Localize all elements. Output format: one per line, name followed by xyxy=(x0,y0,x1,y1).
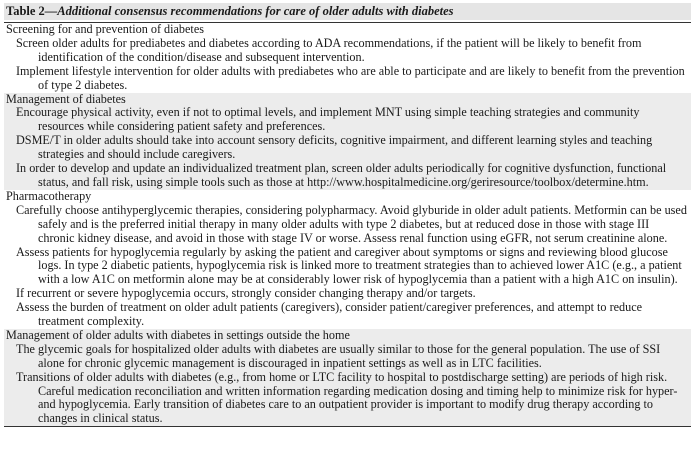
recommendation-item: Assess patients for hypoglycemia regularly by asking the patient and caregiver about symptoms or signs and reviewing blood glucose logs. In type 2 diabetic patients, hypoglycemia risk is linked more to treatment strategies than to achieved lower A1C (e.g., a patient with a low A1C on metformin alone may be at considerably lower risk of hypoglycemia than a patient with a high A1C on insulin). xyxy=(16,244,682,287)
recommendation-item: Transitions of older adults with diabetes (e.g., from home or LTC facility to hospital to postdischarge setting) are periods of high risk. Careful medication reconciliation and written information regarding medication dosing and timing help to minimize risk for hyper- and hypoglycemia. Early transition of diabetes care to an outpatient provider is important to modify drug therapy according to changes in clinical status. xyxy=(16,369,678,426)
section-pharmacotherapy xyxy=(4,190,691,329)
recommendation-item: If recurrent or severe hypoglycemia occurs, strongly consider changing therapy and/or targets. xyxy=(16,286,476,301)
recommendation-item: Carefully choose antihyperglycemic therapies, considering polypharmacy. Avoid glyburide in older adult patients. Metformin can be used safely and is the preferred initial therapy in many older adults with type 2 diabetes, but at reduced dose in those with stage III chronic kidney disease, and avoid in those with stage IV or worse. Assess renal function using eGFR, not serum creatinine alone. xyxy=(16,202,687,245)
recommendation-item: Assess the burden of treatment on older adult patients (caregivers), consider patient/caregiver preferences, and attempt to reduce treatment complexity. xyxy=(16,300,643,329)
bottom-rule xyxy=(4,426,691,427)
caption-separator: — xyxy=(44,4,58,18)
recommendation-item: Implement lifestyle intervention for older adults with prediabetes who are able to participate and are likely to benefit from the prevention of type 2 diabetes. xyxy=(16,63,685,92)
recommendation-item: Screen older adults for prediabetes and diabetes according to ADA recommendations, if the patient will be likely to benefit from identification of the condition/disease and subsequent intervention. xyxy=(16,35,642,64)
section-heading: Pharmacotherapy xyxy=(6,188,92,203)
table-caption xyxy=(4,3,691,20)
table-number: Table 2 xyxy=(6,4,45,18)
section-management xyxy=(4,93,691,190)
table-title: Additional consensus recommendations for care of older adults with diabetes xyxy=(57,4,454,18)
section-outside-home xyxy=(4,329,691,426)
recommendation-item: Encourage physical activity, even if not to optimal levels, and implement MNT using simple teaching strategies and community resources while considering patient safety and preferences. xyxy=(16,105,640,134)
recommendation-item: DSME/T in older adults should take into account sensory deficits, cognitive impairment, and different learning styles and teaching strategies and should include caregivers. xyxy=(16,133,653,162)
section-screening xyxy=(4,23,691,93)
section-heading: Management of diabetes xyxy=(6,91,126,106)
section-heading: Screening for and prevention of diabetes xyxy=(6,22,204,36)
recommendation-item: In order to develop and update an individualized treatment plan, screen older adults periodically for cognitive dysfunction, functional status, and fall risk, using simple tools such as those at http://www.hospitalmedicine.org/geriresource/toolbox/determine.htm. xyxy=(16,161,667,189)
recommendation-item: The glycemic goals for hospitalized older adults with diabetes are usually similar to those for the general population. The use of SSI alone for chronic glycemic management is discouraged in inpatient settings as well as in LTC facilities. xyxy=(16,341,661,370)
section-heading: Management of older adults with diabetes in settings outside the home xyxy=(6,327,350,342)
